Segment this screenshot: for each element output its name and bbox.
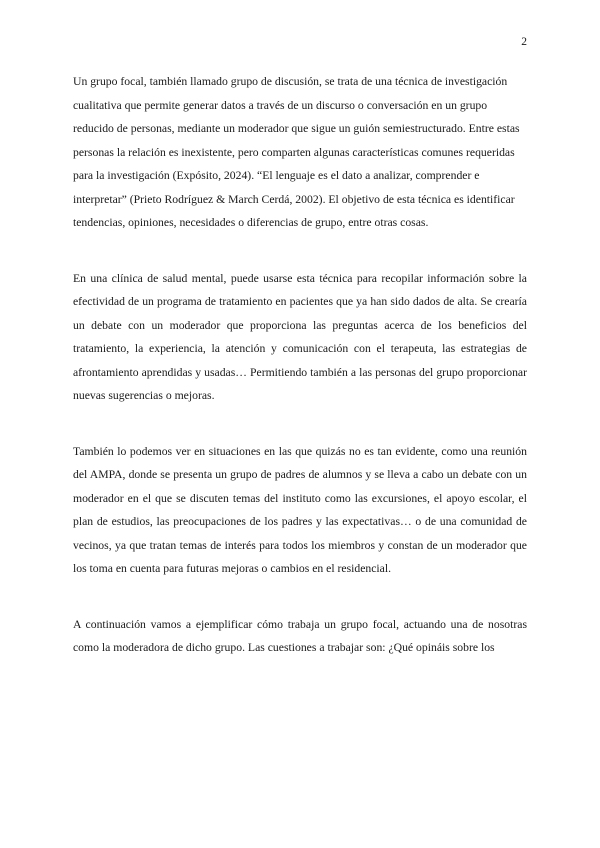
paragraph-continuation: A continuación vamos a ejemplificar cómo trabaja un grupo focal, actuando una de nosotras como la moderadora de dicho grupo. Las cuestiones a trabajar son: ¿Qué opináis sobre los	[73, 617, 527, 654]
paragraph-ampa-example: También lo podemos ver en situaciones en las que quizás no es tan evidente, como una reunión del AMPA, donde se presenta un grupo de padres de alumnos y se lleva a cabo un debate con un moderador en el que se discuten temas del instituto como las excursiones, el apoyo escolar, el plan de estudios, las preocupaciones de los padres y las expectativas… o de una comunidad de vecinos, ya que tratan temas de interés para todos los miembros y constan de un moderador que los toma en cuenta para futuras mejoras o cambios en el residencial.	[73, 444, 527, 575]
page-number: 2	[521, 36, 527, 48]
paragraph-mental-health-clinic: En una clínica de salud mental, puede usarse esta técnica para recopilar información sobre la efectividad de un programa de tratamiento en pacientes que ya han sido dados de alta. Se crearía un debate con un moderador que proporciona las preguntas acerca de los beneficios del tratamiento, la experiencia, la atención y comunicación con el terapeuta, las estrategias de afrontamiento aprendidas y usadas… Permitiendo también a las personas del grupo proporcionar nuevas sugerencias o mejoras.	[73, 271, 527, 402]
document-body	[73, 70, 527, 692]
paragraph-focus-group-definition: Un grupo focal, también llamado grupo de discusión, se trata de una técnica de investigación cualitativa que permite generar datos a través de un discurso o conversación en un grupo reducido de personas, mediante un moderador que sigue un guión semiestructurado. Entre estas personas la relación es inexistente, pero comparten algunas características comunes requeridas para la investigación (Expósito, 2024). “El lenguaje es el dato a analizar, comprender e interpretar” (Prieto Rodríguez & March Cerdá, 2002). El objetivo de esta técnica es identificar tendencias, opiniones, necesidades o diferencias de grupo, entre otras cosas.	[73, 75, 520, 229]
